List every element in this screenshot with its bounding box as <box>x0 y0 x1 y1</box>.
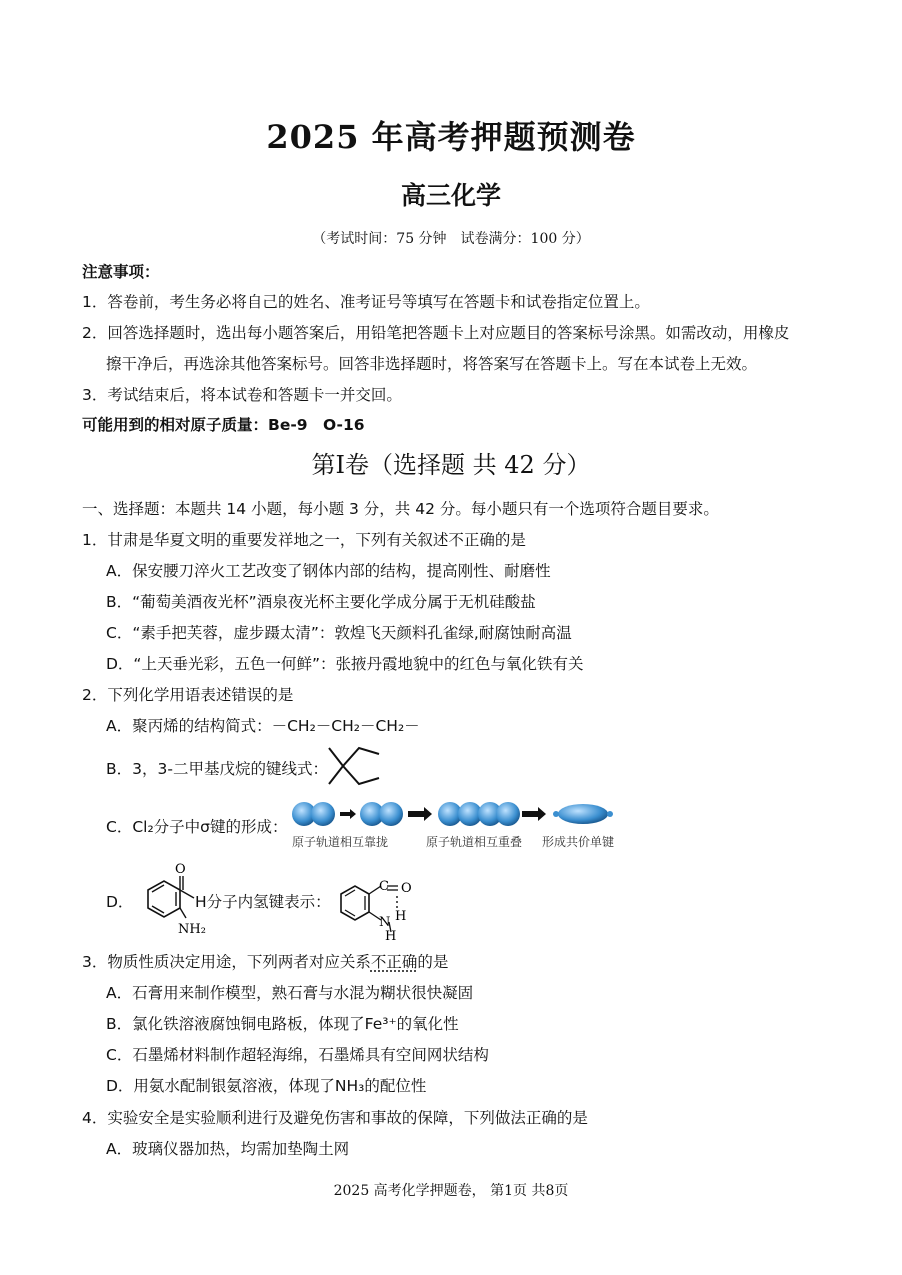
page-subtitle: 高三化学 <box>400 181 501 210</box>
orbital-caption-3: 形成共价单键 <box>542 835 615 849</box>
option: C．石墨烯材料制作超轻海绵，石墨烯具有空间网状结构 <box>106 1046 489 1064</box>
option: A．保安腰刀淬火工艺改变了钢体内部的结构，提高刚性、耐磨性 <box>106 562 551 580</box>
option: B．氯化铁溶液腐蚀铜电路板，体现了Fe³⁺的氧化性 <box>106 1015 459 1033</box>
section-title: 第Ⅰ卷（选择题 共 42 分） <box>311 451 591 479</box>
hydrogen-bond-figure <box>335 872 425 942</box>
atomic-mass-note: 可能用到的相对原子质量：Be-9 O-16 <box>82 416 365 434</box>
option: B．3，3-二甲基戊烷的键线式： <box>106 760 328 778</box>
question-stem-1: 1．甘肃是华夏文明的重要发祥地之一，下列有关叙述不正确的是 <box>82 531 526 549</box>
notice-item: 擦干净后，再选涂其他答案标号。回答非选择题时，将答案写在答题卡上。写在本试卷上无效。 <box>106 355 758 373</box>
option: A．玻璃仪器加热，均需加垫陶土网 <box>106 1140 350 1158</box>
question-stem-3 <box>82 950 448 972</box>
option: D． <box>106 893 134 911</box>
option: A．石膏用来制作模型，熟石膏与水混为糊状很快凝固 <box>106 984 474 1002</box>
atom-h: H <box>395 909 407 924</box>
page-footer: 2025 高考化学押题卷， 第1页 共8页 <box>333 1183 569 1199</box>
option: D．用氨水配制银氨溶液，体现了NH₃的配位性 <box>106 1077 427 1095</box>
option: C．Cl₂分子中σ键的形成： <box>106 818 288 836</box>
atom-nh2: NH₂ <box>178 922 206 937</box>
option: C．“素手把芙蓉，虚步蹑太清”：敦煌飞天颜料孔雀绿,耐腐蚀耐高温 <box>106 624 572 642</box>
orbital-caption-1: 原子轨道相互靠拢 <box>292 835 389 849</box>
section-instruction: 一、选择题：本题共 14 小题，每小题 3 分，共 42 分。每小题只有一个选项符合题目要求。 <box>82 500 719 518</box>
question-stem-2: 2．下列化学用语表述错误的是 <box>82 686 294 704</box>
notice-item: 2．回答选择题时，选出每小题答案后，用铅笔把答题卡上对应题目的答案标号涂黑。如需改动，用橡皮 <box>82 324 790 342</box>
notice-item: 3．考试结束后，将本试卷和答题卡一并交回。 <box>82 386 402 404</box>
option: D．“上天垂光彩，五色一何鲜”：张掖丹霞地貌中的红色与氧化铁有关 <box>106 655 584 673</box>
option-d-text: H分子内氢键表示： <box>195 893 331 911</box>
atom-o-2: O <box>401 881 412 896</box>
atom-h-2: H <box>385 929 397 942</box>
orbital-caption-2: 原子轨道相互重叠 <box>426 835 523 849</box>
orbital-overlap-figure <box>290 798 620 854</box>
stem-part: 的是 <box>417 953 449 971</box>
atom-n: N <box>379 915 391 930</box>
atom-o: O <box>175 862 186 877</box>
option: A．聚丙烯的结构简式：－CH₂－CH₂－CH₂－ <box>106 717 420 735</box>
skeletal-formula-figure <box>325 744 385 788</box>
notice-heading: 注意事项： <box>82 263 160 281</box>
option: B．“葡萄美酒夜光杯”酒泉夜光杯主要化学成分属于无机硅酸盐 <box>106 593 536 611</box>
atom-c: C <box>379 879 389 894</box>
exam-info: （考试时间：75 分钟 试卷满分：100 分） <box>312 231 590 247</box>
stem-emphasis: 不正确 <box>370 953 418 971</box>
notice-item: 1．答卷前，考生务必将自己的姓名、准考证号等填写在答题卡和试卷指定位置上。 <box>82 293 650 311</box>
stem-part: 3．物质性质决定用途，下列两者对应关系 <box>82 953 371 971</box>
page-title: 2025 年高考押题预测卷 <box>266 118 636 156</box>
question-stem-4: 4．实验安全是实验顺利进行及避免伤害和事故的保障，下列做法正确的是 <box>82 1109 588 1127</box>
